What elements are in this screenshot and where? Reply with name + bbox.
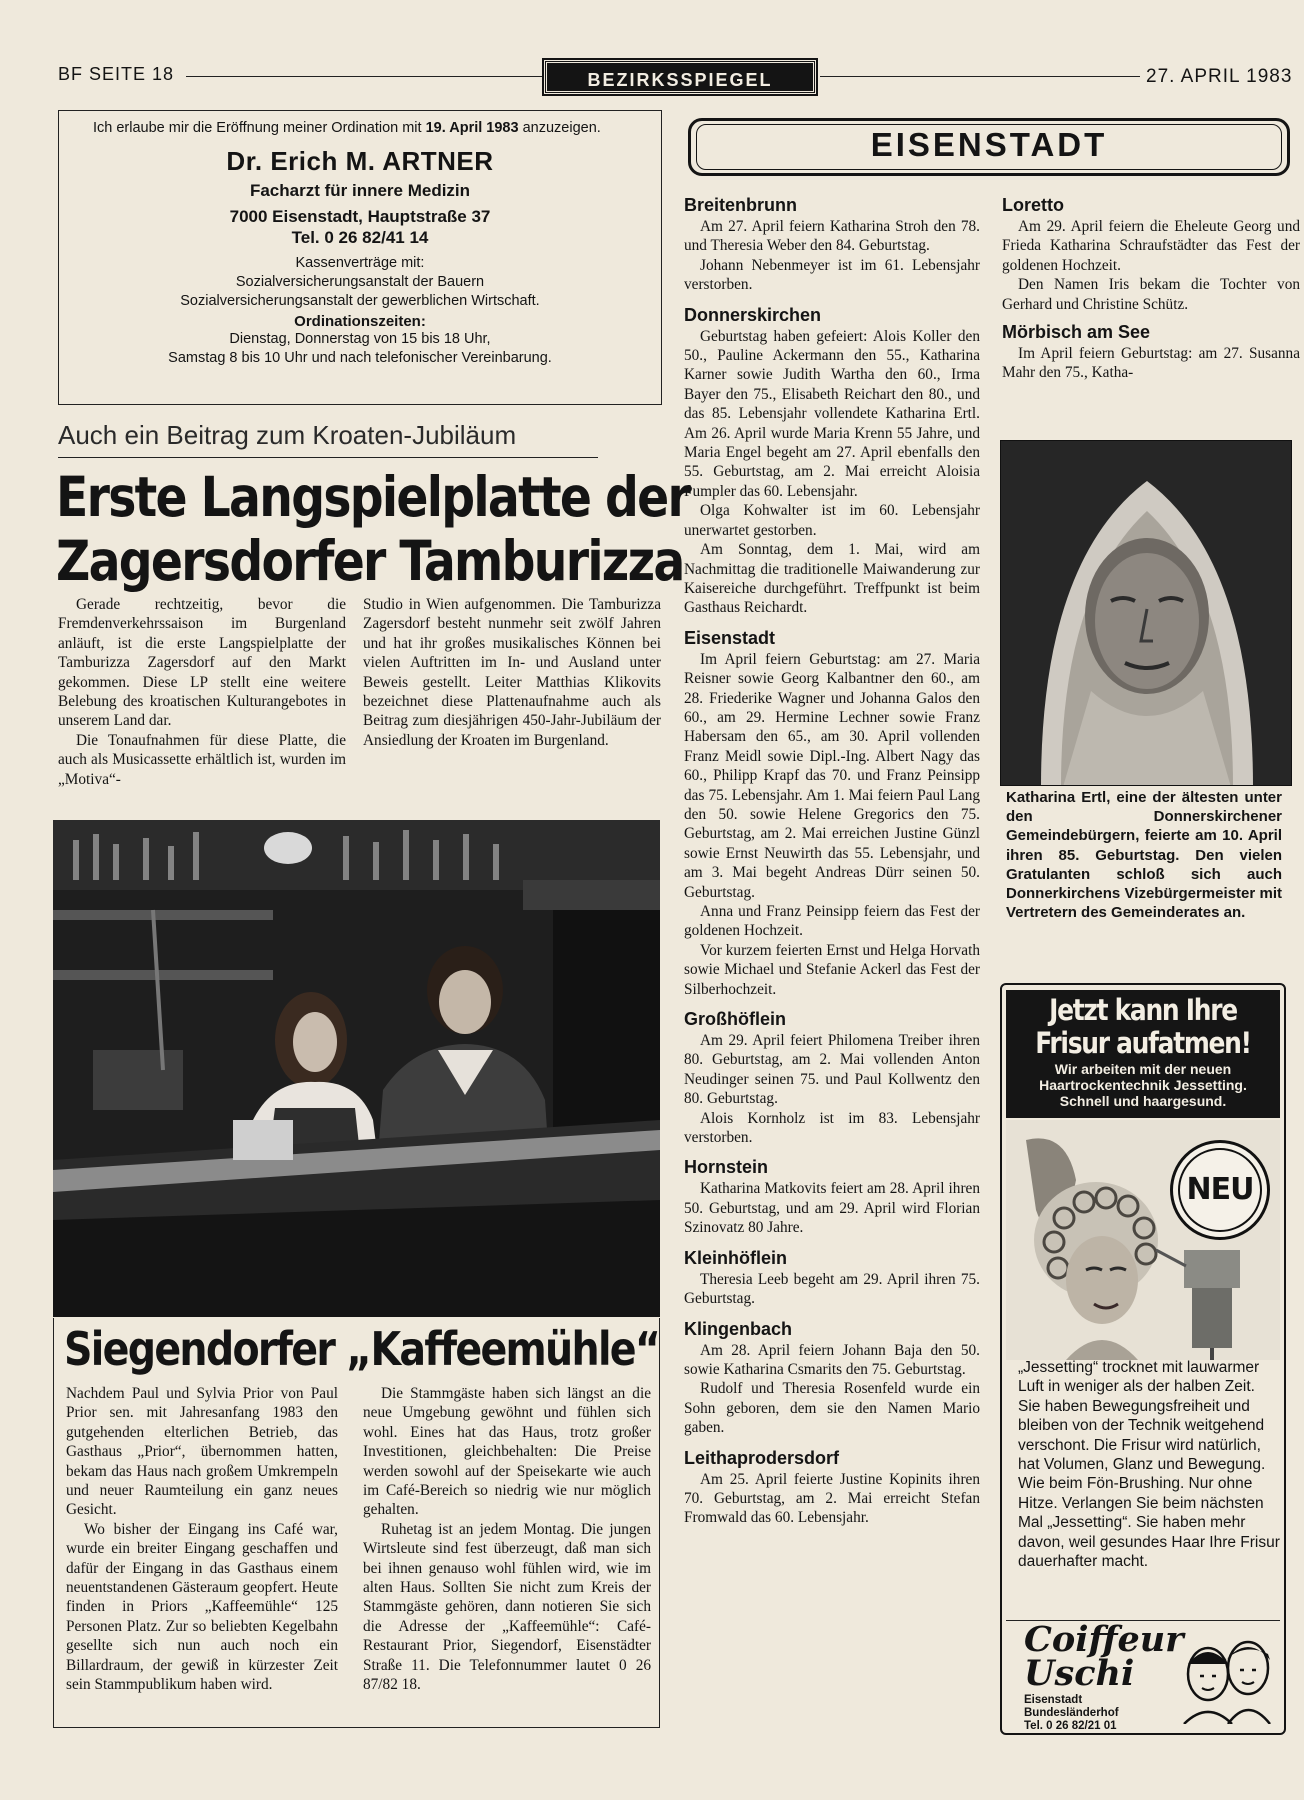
news-paragraph: Am Sonntag, dem 1. Mai, wird am Nachmittag die traditionelle Maiwanderung zur Kaisereiche durchgeführt. Treffpunkt ist beim Gasthaus Reichardt. xyxy=(684,541,980,617)
town-heading: Großhöflein xyxy=(684,1009,786,1030)
ad-hours-2: Samstag 8 bis 10 Uhr und nach telefonischer Vereinbarung. xyxy=(168,350,552,366)
coiffeur-location: Bundesländerhof xyxy=(1024,1707,1119,1719)
cafe-bar-illustration xyxy=(53,820,660,1317)
news-paragraph: Theresia Leeb begeht am 29. April ihren 75. Geburtstag. xyxy=(684,1270,980,1308)
town-heading: Loretto xyxy=(1002,195,1064,215)
town-heading: Eisenstadt xyxy=(684,627,776,648)
district-news-column-1 xyxy=(684,193,980,1528)
district-title: EISENSTADT xyxy=(870,126,1108,163)
doctor-phone: Tel. 0 26 82/41 14 xyxy=(291,228,429,247)
section-title: BEZIRKSSPIEGEL xyxy=(544,60,816,94)
ad-kassen-label: Kassenverträge mit: xyxy=(295,255,425,271)
coiffeur-headline-1: Jetzt kann Ihre xyxy=(1049,993,1237,1027)
town-heading: Breitenbrunn xyxy=(684,195,798,215)
coiffeur-body-text: „Jessetting“ trocknet mit lauwarmer Luft in weniger als der halben Zeit. Sie haben Bewegungsfreiheit und bleiben von der Technik weitgehend verschont. Die Frisur wird natürlich, hat Volumen, Glanz und Bewegung. Wie beim Fön-Brushing. Nur ohne Hitze. Verlangen Sie beim nächsten Mal „Jessetting“. Sie haben mehr davon, weil gesundes Haar Ihre Frisur dauerhafter macht. xyxy=(1018,1359,1280,1571)
article-paragraph: Wo bisher der Eingang ins Café war, wurde ein breiter Eingang geschaffen und dafür der Eingang in das Gasthaus einem neuentstandenen Gästeraum geopfert. Heute finden in Priors „Kaffeemühle“ 125 Personen Platz. Zur so beliebten Kegelbahn gesellte sich nun auch noch ein Billardraum, der gewiß in kürzester Zeit sein Stammpublikum haben wird. xyxy=(66,1520,338,1694)
portrait-caption: Katharina Ertl, eine der ältesten unter den Donnerskirchener Gemeindebürgern, feierte am 10. April ihren 85. Geburtstag. Den vielen Gratulanten schloß sich auch Donnerkirchens Vizebürgermeister mit Vertretern des Gemeinderates an. xyxy=(1006,789,1282,922)
news-paragraph: Am 27. April feiern Katharina Stroh den 78. und Theresia Weber den 84. Geburtstag. xyxy=(684,218,980,255)
elderly-woman-portrait xyxy=(1001,441,1292,786)
news-paragraph: Geburtstag haben gefeiert: Alois Koller den 50., Pauline Ackermann den 55., Katharina Karner sowie Judith Wartha den 60., Irma Bayer den 75., Elisabeth Reichart den 80., und das 85. Lebensjahr vollendete Katharina Ertl. Am 26. April wurde Maria Krenn 55 Jahre, und Maria Engel begeht am 27. April ebenfalls den 55. Geburtstag, am 2. Mai erreicht Aloisia Pumpler das 60. Lebensjahr. xyxy=(684,327,980,500)
doctor-name: Dr. Erich M. ARTNER xyxy=(226,146,494,176)
news-paragraph: Anna und Franz Peinsipp feiern das Fest der goldenen Hochzeit. xyxy=(684,903,980,940)
town-heading: Kleinhöflein xyxy=(684,1247,787,1268)
kaffee-column-2 xyxy=(363,1384,651,1695)
doctor-specialty: Facharzt für innere Medizin xyxy=(249,181,471,200)
coiffeur-faces-illustration xyxy=(1178,1634,1276,1724)
coiffeur-phone: Tel. 0 26 82/21 01 xyxy=(1024,1720,1117,1732)
article-headline-line1: Erste Langspielplatte der xyxy=(56,465,690,529)
article-paragraph: Die Tonaufnahmen für diese Platte, die auch als Musicassette erhältlich ist, wurden im „Motiva“- xyxy=(58,731,346,788)
town-heading: Mörbisch am See xyxy=(1002,322,1151,343)
ad-hours-label: Ordinationszeiten: xyxy=(294,313,426,330)
kicker-rule xyxy=(58,457,598,458)
header-rule-left xyxy=(186,76,542,77)
ad-kassen-2: Sozialversicherungsanstalt der gewerblichen Wirtschaft. xyxy=(180,293,540,309)
town-heading: Donnerskirchen xyxy=(684,304,822,325)
news-paragraph: Im April feiern Geburtstag: am 27. Susanna Mahr den 75., Katha- xyxy=(1002,345,1300,382)
news-paragraph: Johann Nebenmeyer ist im 61. Lebensjahr verstorben. xyxy=(684,256,980,294)
coiffeur-sub-2: Haartrockentechnik Jessetting. xyxy=(1039,1077,1247,1093)
cafe-bar-photo xyxy=(53,820,660,1317)
news-paragraph: Vor kurzem feierten Ernst und Helga Horvath sowie Michael und Stefanie Ackerl das Fest der Silberhochzeit. xyxy=(684,941,980,998)
coiffeur-city: Eisenstadt xyxy=(1024,1694,1083,1706)
coiffeur-sub-3: Schnell und haargesund. xyxy=(1059,1093,1227,1109)
article-paragraph: Studio in Wien aufgenommen. Die Tamburizza Zagersdorf besteht nunmehr seit zwölf Jahren und hat ihr großes musikalisches Können bei vielen Auftritten im In- und Ausland unter Beweis gestellt. Leiter Matthias Klikovits bezeichnet diese Plattenaufnahme auch als Beitrag zum diesjährigen 450-Jahr-Jubiläum der Ansiedlung der Kroaten im Burgenland. xyxy=(363,596,661,749)
new-badge xyxy=(1170,1140,1270,1240)
ad-intro-date: 19. April 1983 xyxy=(425,120,519,136)
new-badge-label: NEU xyxy=(1186,1172,1254,1207)
news-paragraph: Am 25. April feierte Justine Kopinits ihren 70. Geburtstag, am 2. Mai erreicht Stefan Fromwald das 60. Lebensjahr. xyxy=(684,1470,980,1527)
news-paragraph: Den Namen Iris bekam die Tochter von Gerhard und Christine Schütz. xyxy=(1002,276,1300,313)
news-paragraph: Katharina Matkovits feiert am 28. April ihren 50. Geburtstag, und am 29. April wird Florian Szinovatz 80 Jahre. xyxy=(684,1180,980,1237)
coiffeur-ad-header xyxy=(1006,990,1280,1118)
ad-kassen-1: Sozialversicherungsanstalt der Bauern xyxy=(235,274,485,290)
article-headline-line2: Zagersdorfer Tamburizza xyxy=(56,529,684,593)
article-paragraph: Ruhetag ist an jedem Montag. Die jungen Wirtsleute sind fest überzeugt, daß man sich bei ihnen genauso wohl fühlen wird, wie im alten Haus. Sollten Sie nicht zum Kreis der Stammgäste gehören, dann notieren Sie sich die Adresse der „Kaffeemühle“: Café-Restaurant Prior, Siegendorf, Eisenstädter Straße 11. Die Telefonnummer lautet 0 26 87/82 18. xyxy=(363,1520,651,1694)
news-paragraph: Am 29. April feiern die Eheleute Georg und Frieda Katharina Schraufstädter das Fest der goldenen Hochzeit. xyxy=(1002,218,1300,274)
town-heading: Leithaprodersdorf xyxy=(684,1447,840,1468)
article-column-2 xyxy=(363,595,661,750)
ad-intro-text: Ich erlaube mir die Eröffnung meiner Ordination mit xyxy=(93,120,426,136)
news-paragraph: Rudolf und Theresia Rosenfeld wurde ein Sohn geboren, dem sie den Namen Mario gaben. xyxy=(684,1380,980,1437)
coiffeur-logo-line2: Uschi xyxy=(1024,1653,1135,1694)
town-heading: Hornstein xyxy=(684,1157,769,1178)
article-paragraph: Nachdem Paul und Sylvia Prior von Paul Prior sen. mit Jahresanfang 1983 den gutgehenden elterlichen Betrieb, das Gasthaus „Prior“, übernommen hatten, bekam das Haus nach großem Umkrempeln und neuer Raumteilung ein ganz neues Gesicht. xyxy=(66,1385,338,1519)
news-paragraph: Alois Kornholz ist im 83. Lebensjahr verstorben. xyxy=(684,1109,980,1147)
couple-portrait-icon xyxy=(1178,1634,1276,1724)
article-kicker: Auch ein Beitrag zum Kroaten-Jubiläum xyxy=(58,420,517,450)
news-paragraph: Am 28. April feiern Johann Baja den 50. sowie Katharina Csmarits den 75. Geburtstag. xyxy=(684,1341,980,1378)
ad-intro-end: anzuzeigen. xyxy=(518,120,601,136)
portrait-photo xyxy=(1000,440,1292,786)
coiffeur-headline-2: Frisur aufatmen! xyxy=(1035,1026,1251,1060)
district-news-column-2 xyxy=(1002,193,1300,383)
article-column-1 xyxy=(58,595,346,789)
ad-hours-1: Dienstag, Donnerstag von 15 bis 18 Uhr, xyxy=(229,331,491,347)
doctor-address: 7000 Eisenstadt, Hauptstraße 37 xyxy=(229,207,491,226)
town-heading: Klingenbach xyxy=(684,1318,793,1339)
coiffeur-sub-1: Wir arbeiten mit der neuen xyxy=(1054,1061,1232,1077)
coiffeur-logo-line1: Coiffeur xyxy=(1024,1619,1184,1660)
news-paragraph: Im April feiern Geburtstag: am 27. Maria Reisner sowie Georg Kalbantner den 60., am 28. Friederike Wagner und Johanna Galos den 60., am 29. Hermine Lechner sowie Franz Habersam den 65., am 30. April vollenden Franz Meidl sowie Dipl.-Ing. Albert Nagy das 60., Philipp Krapf das 70. und Franz Peinsipp das 75. Lebensjahr. Am 1. Mai feiern Paul Lang den 50. sowie Helene Gregorics den 75. Geburtstag, am 2. Mai erreichen Justine Günzl sowie Ernst Neuwirth das 55. Lebensjahr, und am 3. Mai begeht Andreas Dürr seinen 50. Geburtstag. xyxy=(684,650,980,901)
coiffeur-contact xyxy=(1024,1694,1119,1733)
header-rule-right xyxy=(820,76,1140,77)
ad-intro xyxy=(59,119,661,138)
article-paragraph: Gerade rechtzeitig, bevor die Fremdenverkehrssaison im Burgenland anläuft, ist die erste Langspielplatte der Tamburizza Zagersdorf auf den Markt gekommen. Diese LP stellt eine weitere Belebung des kroatischen Kulturangebotes in unserem Land dar. xyxy=(58,596,346,730)
news-paragraph: Am 29. April feiert Philomena Treiber ihren 80. Geburtstag, am 2. Mai vollenden Anton Neudinger seinen 75. und Paul Kollwentz den 80. Geburtstag. xyxy=(684,1032,980,1108)
kaffee-column-1 xyxy=(66,1384,338,1695)
article-paragraph: Die Stammgäste haben sich längst an die neue Umgebung gewöhnt und fühlen sich wohl. Eines hat das Haus, trotz großer Investitionen, gleichbehalten: Die Preise werden sowohl auf der Speisekarte wie auch im Café-Bereich so niedrig wie nur möglich gehalten. xyxy=(363,1385,651,1519)
doctor-advertisement xyxy=(58,110,662,405)
kaffee-headline: Siegendorfer „Kaffeemühle“ xyxy=(64,1322,660,1376)
issue-date: 27. APRIL 1983 xyxy=(1146,66,1293,87)
page-number: BF SEITE 18 xyxy=(58,64,175,84)
news-paragraph: Olga Kohwalter ist im 60. Lebensjahr unerwartet gestorben. xyxy=(684,502,980,539)
